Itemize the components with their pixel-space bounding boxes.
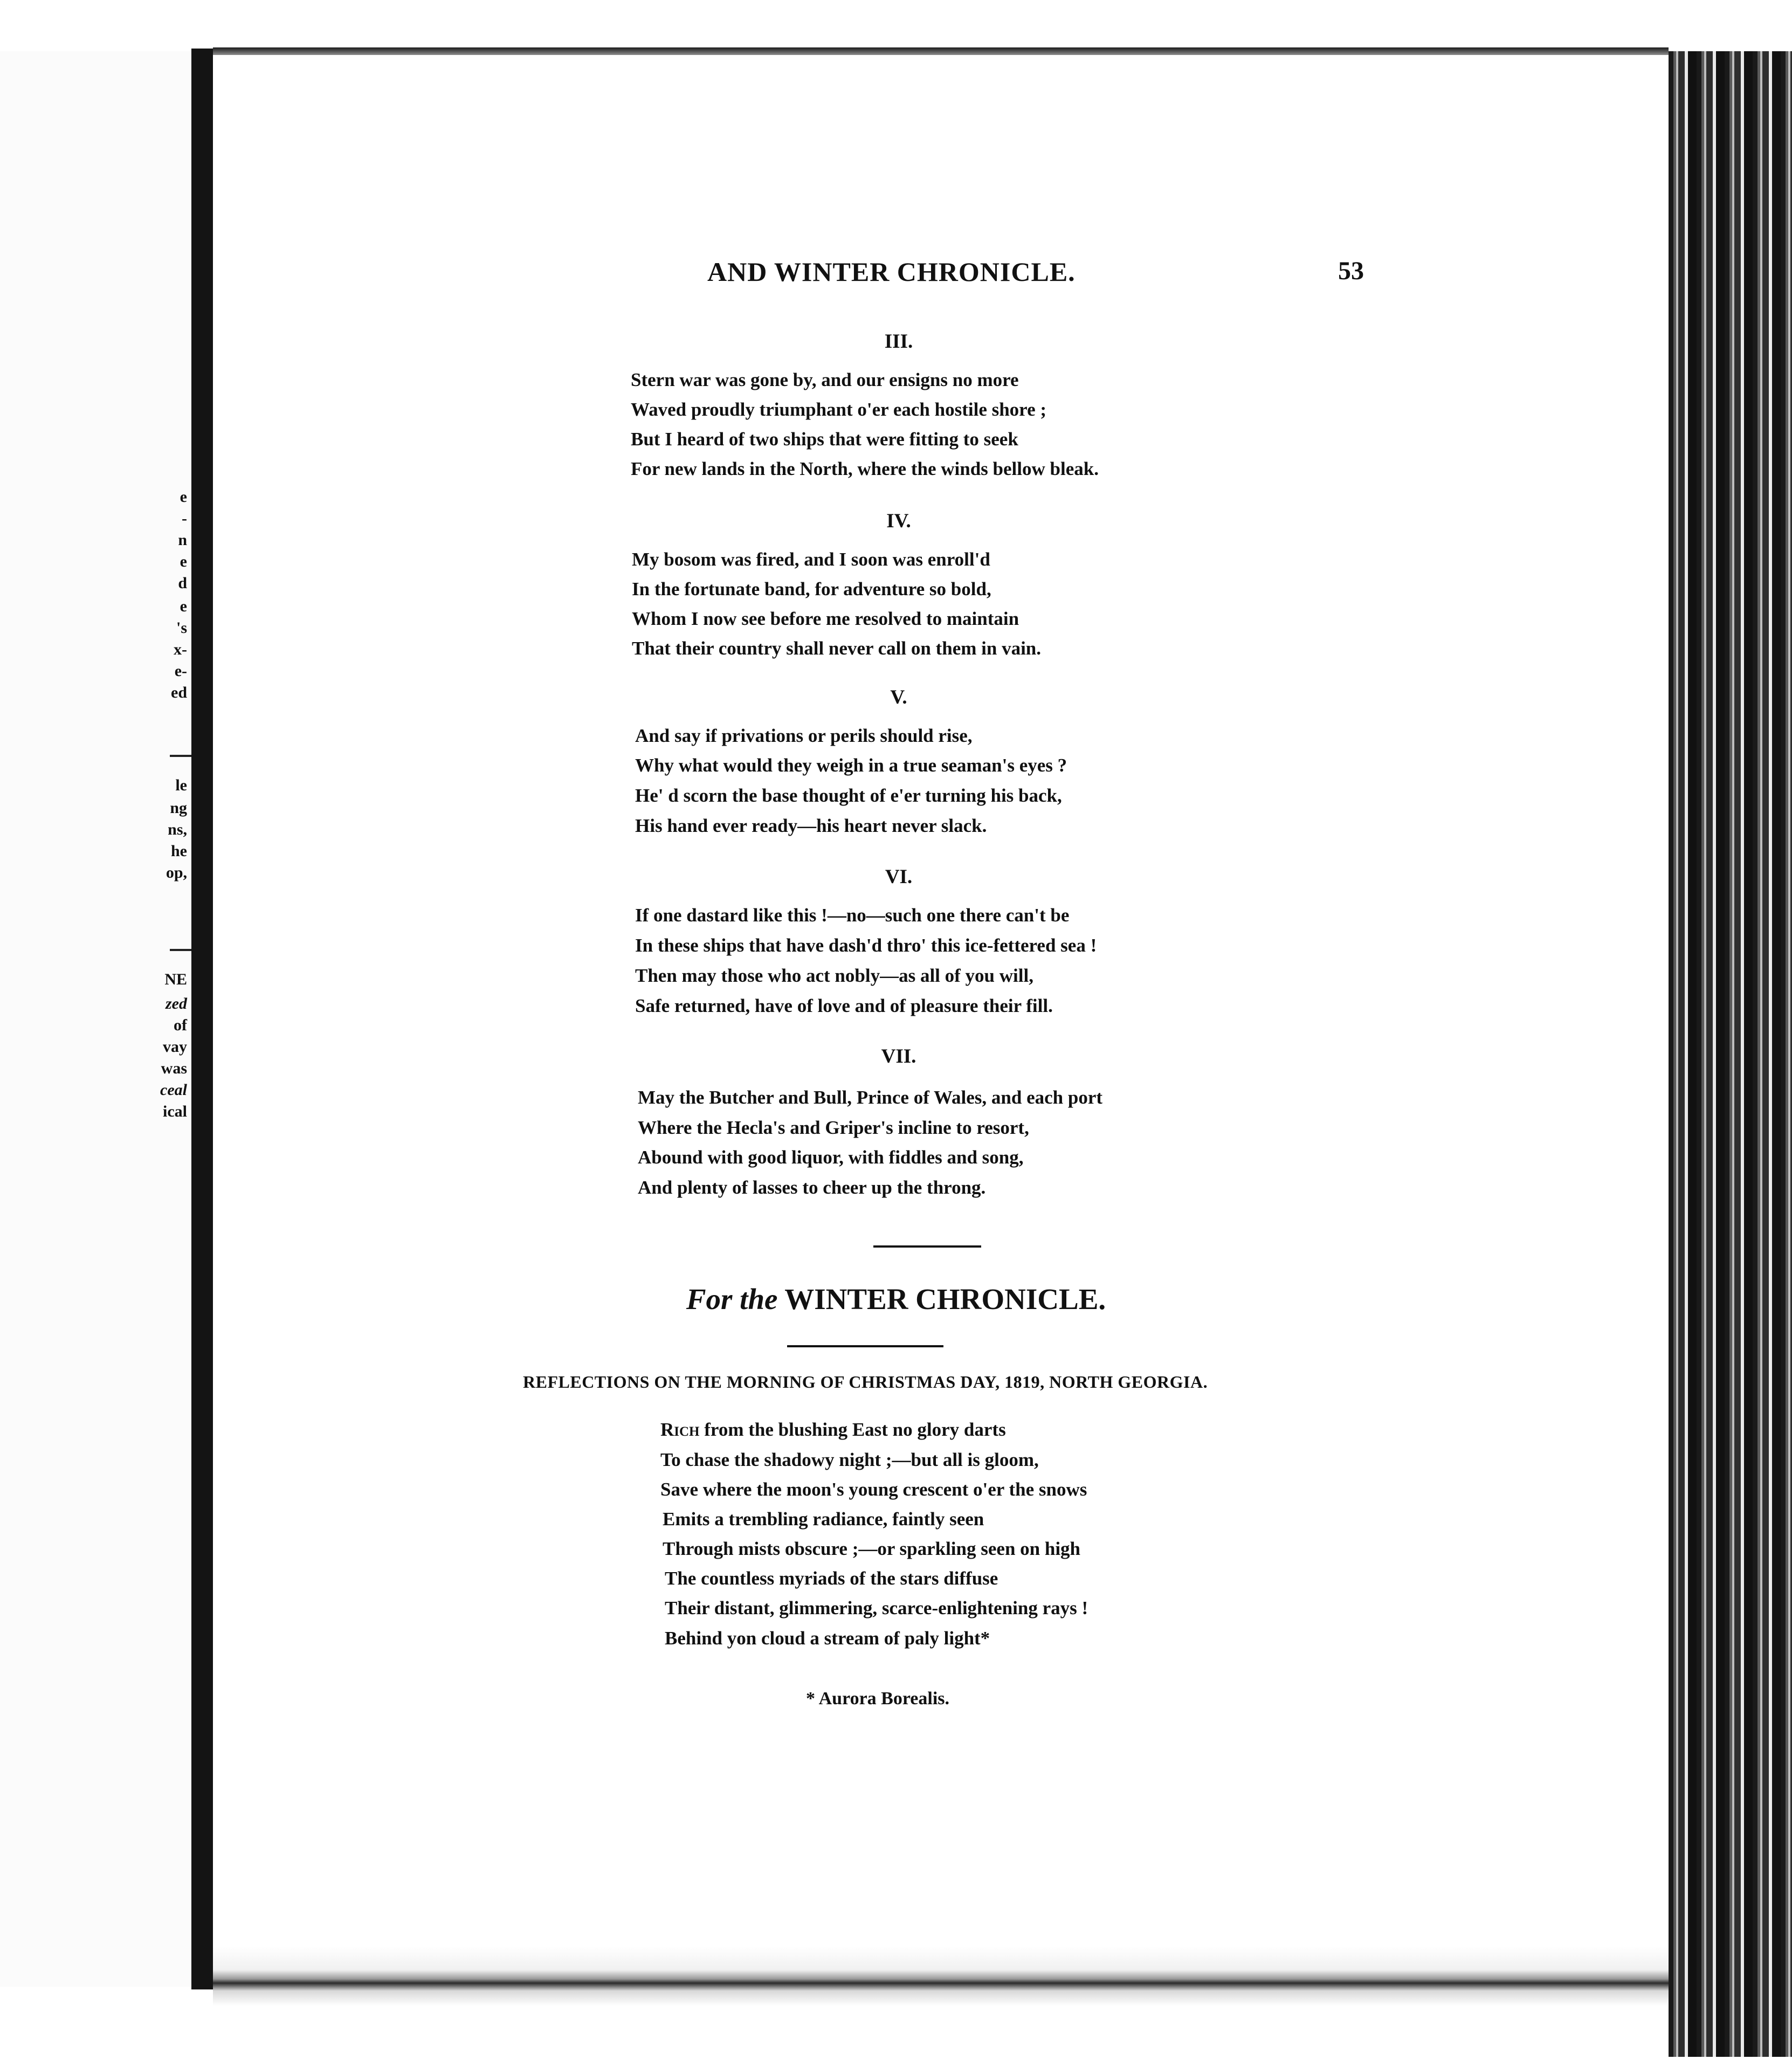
left-page-fragment: e — [180, 597, 187, 615]
stanza-number: VI. — [885, 866, 913, 888]
left-page-edge — [0, 51, 195, 1987]
verse-line: But I heard of two ships that were fitting to seek — [631, 429, 1018, 450]
divider-rule — [873, 1245, 981, 1248]
page-right-edge — [1669, 51, 1792, 2057]
left-page-fragment: le — [175, 776, 187, 794]
verse-line: Where the Hecla's and Griper's incline to resort, — [638, 1117, 1029, 1138]
book-gutter — [191, 49, 213, 1989]
verse-line: Abound with good liquor, with fiddles and song, — [638, 1147, 1024, 1168]
left-page-fragment: e — [180, 488, 187, 506]
verse-line: And say if privations or perils should rise, — [635, 725, 973, 746]
page-bottom-edge — [213, 1946, 1669, 2006]
left-page-fragment: op, — [166, 864, 187, 882]
left-page-fragment: 's — [176, 619, 187, 637]
left-page-fragment: x- — [174, 641, 187, 658]
running-head — [0, 256, 1792, 294]
verse-line: Safe returned, have of love and of pleasure their fill. — [635, 995, 1053, 1016]
page-number: 53 — [1338, 257, 1364, 285]
verse-line: He' d scorn the base thought of e'er turning his back, — [635, 785, 1062, 806]
poem2-first-line — [660, 1419, 1006, 1441]
verse-line: May the Butcher and Bull, Prince of Wales, and each port — [638, 1087, 1103, 1108]
footnote: * Aurora Borealis. — [806, 1689, 950, 1709]
verse-line: In the fortunate band, for adventure so bold, — [632, 579, 991, 600]
verse-line: The countless myriads of the stars diffuse — [665, 1568, 998, 1589]
left-page-fragment: he — [171, 842, 187, 860]
verse-line: For new lands in the North, where the winds bellow bleak. — [631, 458, 1099, 479]
poem2-first-line-rest: from the blushing East no glory darts — [699, 1419, 1006, 1440]
verse-line: Their distant, glimmering, scarce-enlightening rays ! — [665, 1597, 1088, 1619]
left-page-fragment: was — [161, 1059, 187, 1077]
stanza-number: IV. — [886, 510, 911, 532]
stanza-number: VII. — [881, 1045, 916, 1068]
left-page-fragment: of — [174, 1016, 187, 1034]
verse-line: Through mists obscure ;—or sparkling seen on high — [663, 1538, 1081, 1559]
left-page-fragment: ns, — [168, 821, 187, 838]
left-page-fragment: d — [178, 574, 187, 592]
left-page-rule — [170, 755, 191, 757]
verse-line: Save where the moon's young crescent o'er the snows — [660, 1479, 1087, 1500]
section-title-prefix: For the — [686, 1283, 778, 1316]
verse-line: His hand ever ready—his heart never slack. — [635, 815, 987, 836]
running-head-title: AND WINTER CHRONICLE. — [707, 257, 1076, 287]
section-title — [0, 1282, 1792, 1316]
verse-line: Then may those who act nobly—as all of you will, — [635, 965, 1033, 986]
left-page-fragment: ical — [163, 1103, 187, 1120]
verse-line: To chase the shadowy night ;—but all is gloom, — [660, 1449, 1039, 1470]
left-page-fragment: zed — [166, 995, 187, 1013]
left-page-fragment: ceal — [160, 1081, 187, 1099]
verse-line: Waved proudly triumphant o'er each hostile shore ; — [631, 399, 1047, 420]
poem2-drop-word: Rich — [660, 1419, 700, 1440]
left-page-fragment: - — [182, 509, 187, 527]
verse-line: Whom I now see before me resolved to maintain — [632, 608, 1019, 629]
verse-line: My bosom was fired, and I soon was enroll'd — [632, 549, 990, 570]
stanza-number: V. — [890, 686, 907, 708]
left-page-fragment: NE — [164, 970, 187, 988]
verse-line: Emits a trembling radiance, faintly seen — [663, 1509, 984, 1530]
left-page-fragment: ng — [170, 799, 187, 817]
page-top-edge — [213, 47, 1669, 55]
verse-line: Stern war was gone by, and our ensigns no more — [631, 369, 1019, 390]
poem-title: REFLECTIONS ON THE MORNING OF CHRISTMAS DAY, 1819, NORTH GEORGIA. — [523, 1372, 1208, 1392]
verse-line: Behind yon cloud a stream of paly light* — [665, 1628, 990, 1649]
left-page-fragment: n — [178, 531, 187, 549]
left-page-fragment: e- — [174, 662, 187, 680]
left-page-fragment: e — [180, 553, 187, 570]
stanza-number: III. — [884, 330, 913, 353]
verse-line: Why what would they weigh in a true seaman's eyes ? — [635, 755, 1067, 776]
left-page-fragment: ed — [171, 684, 187, 701]
left-page-fragment: vay — [163, 1038, 187, 1056]
left-page-rule — [170, 949, 191, 951]
verse-line: If one dastard like this !—no—such one there can't be — [635, 905, 1070, 926]
verse-line: In these ships that have dash'd thro' this ice-fettered sea ! — [635, 935, 1097, 956]
title-underline-rule — [787, 1345, 943, 1347]
verse-line: And plenty of lasses to cheer up the throng. — [638, 1177, 986, 1198]
section-title-main: WINTER CHRONICLE. — [784, 1283, 1106, 1316]
verse-line: That their country shall never call on them in vain. — [632, 638, 1042, 659]
